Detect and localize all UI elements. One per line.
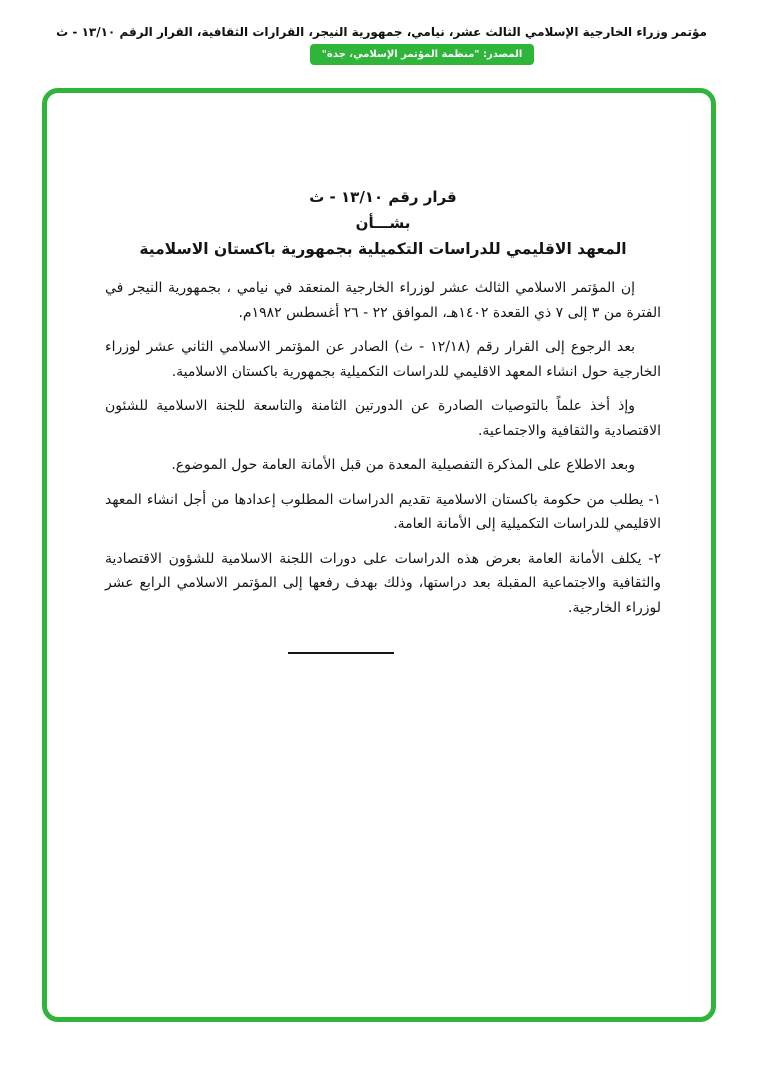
preamble-paragraph-1: إن المؤتمر الاسلامي الثالث عشر لوزراء الخارجية المنعقد في نيامي ، بجمهورية النيجر في الفترة من ٣ إلى ٧ ذي القعدة ١٤٠٢هـ، الموافق ٢٢ - ٢٦ أغسطس ١٩٨٢م. (105, 280, 661, 321)
subject-title: المعهد الاقليمي للدراسات التكميلية بجمهورية باكستان الاسلامية (139, 240, 627, 258)
regarding-label: بشـــأن (355, 214, 411, 232)
preamble-paragraph-3: وإذ أخذ علماً بالتوصيات الصادرة عن الدورتين الثامنة والتاسعة للجنة الاسلامية للشئون الاقتصادية والثقافية والاجتماعية. (105, 398, 661, 439)
divider-line (288, 652, 394, 654)
source-text: المصدر: "منظمة المؤتمر الإسلامي، جدة" (321, 49, 523, 60)
document-frame (42, 88, 716, 1022)
document-header: مؤتمر وزراء الخارجية الإسلامي الثالث عشر، نيامي، جمهورية النيجر، القرارات الثقافية، القرار الرقم ١٣/١٠ - ث (56, 25, 707, 39)
preamble-paragraph-2: بعد الرجوع إلى القرار رقم (١٢/١٨ - ث) الصادر عن المؤتمر الاسلامي الثاني عشر لوزراء الخارجية حول انشاء المعهد الاقليمي للدراسات التكميلية بجمهورية باكستان الاسلامية. (105, 339, 661, 380)
resolution-item-2: ٢- يكلف الأمانة العامة بعرض هذه الدراسات على دورات اللجنة الاسلامية للشؤون الاقتصادية والثقافية والاجتماعية المقبلة بعد دراستها، وذلك بهدف رفعها إلى المؤتمر الاسلامي الرابع عشر لوزراء الخارجية. (105, 550, 661, 616)
resolution-number-title: قرار رقم ١٣/١٠ - ث (309, 188, 457, 206)
preamble-paragraph-4: وبعد الاطلاع على المذكرة التفصيلية المعدة من قبل الأمانة العامة حول الموضوع. (171, 457, 635, 473)
resolution-item-1: ١- يطلب من حكومة باكستان الاسلامية تقديم الدراسات المطلوب إعدادها من أجل انشاء المعهد الاقليمي للدراسات التكميلية إلى الأمانة العامة. (105, 491, 661, 532)
source-badge (310, 44, 534, 65)
